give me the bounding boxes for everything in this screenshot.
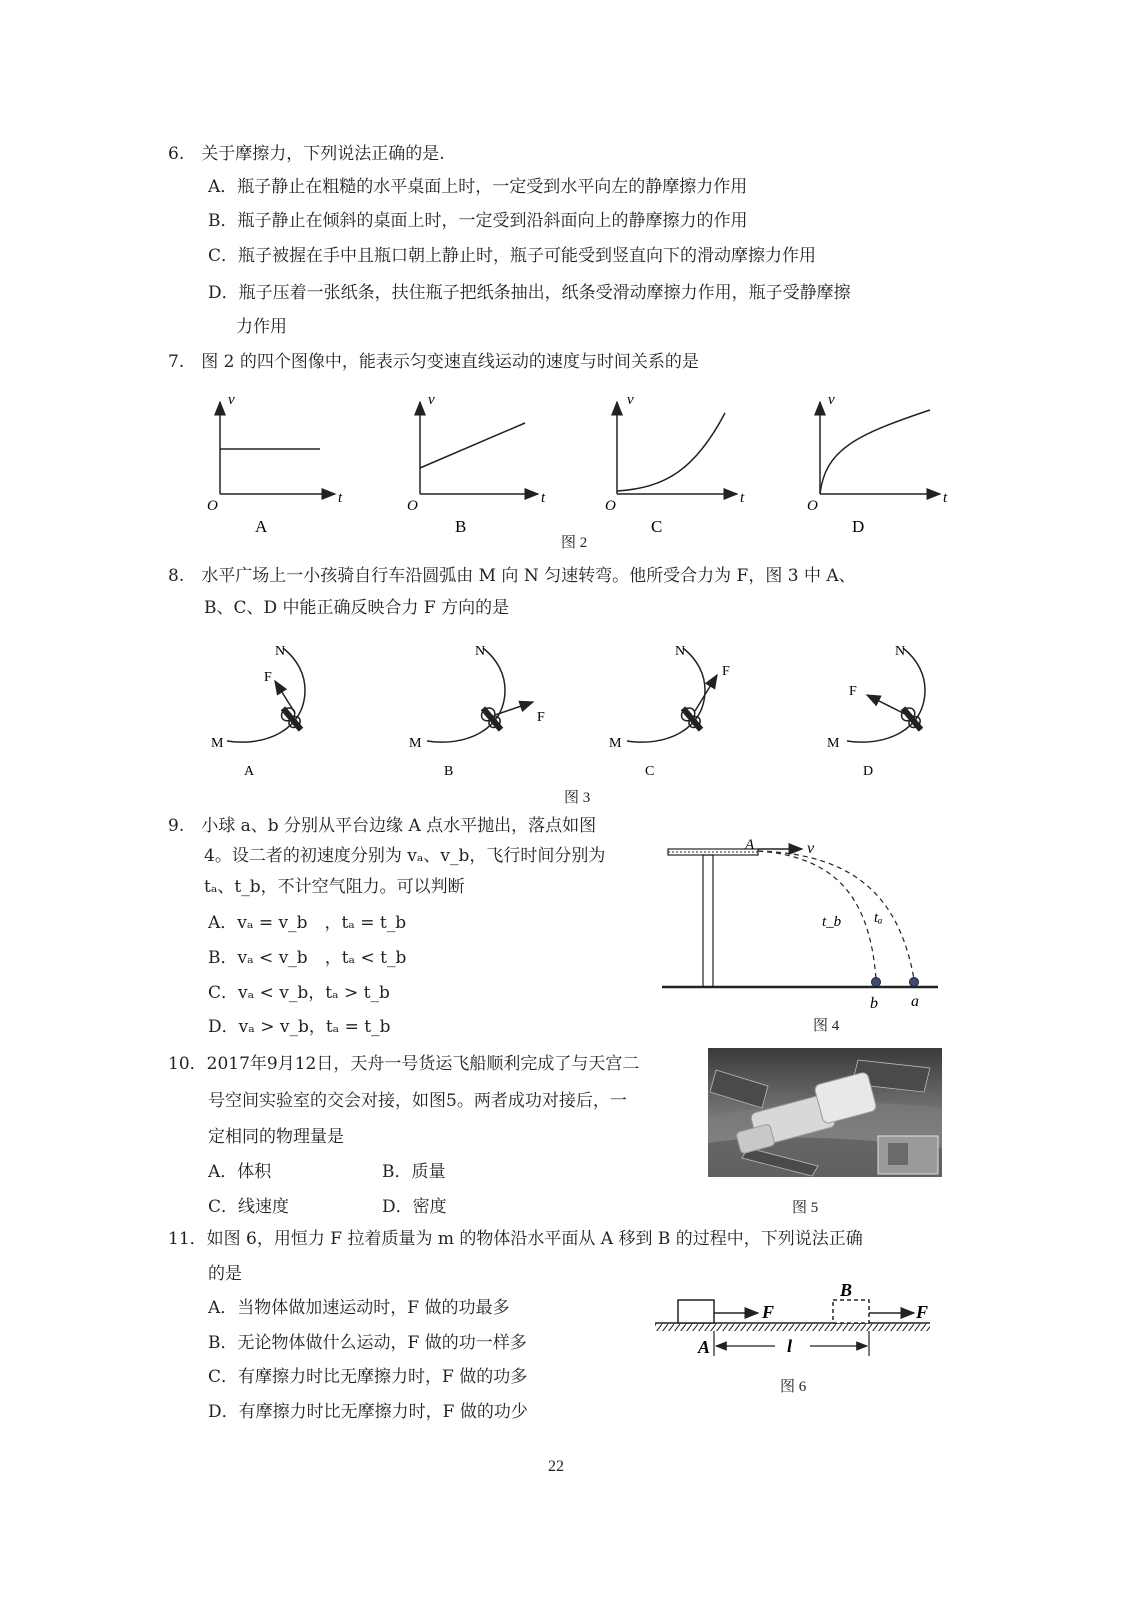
- axis-t-label: t: [338, 490, 343, 506]
- label-f: F: [722, 664, 730, 679]
- axis-v-label: v: [828, 392, 835, 408]
- q9-option-d: D．vₐ > v_b，tₐ = t_b: [208, 1017, 391, 1037]
- graph-d-label: D: [852, 517, 865, 536]
- graph-a-label: A: [255, 517, 268, 536]
- q11-option-b: B．无论物体做什么运动，F 做的功一样多: [208, 1333, 527, 1353]
- force-diagram-b: [409, 644, 545, 779]
- origin-label: O: [605, 498, 616, 514]
- q11-stem-cont: 的是: [208, 1264, 242, 1284]
- label-m: M: [409, 736, 422, 751]
- diagram-c-label: C: [645, 764, 655, 779]
- q6-option-b: B．瓶子静止在倾斜的桌面上时，一定受到沿斜面向上的静摩擦力的作用: [208, 211, 748, 231]
- label-m: M: [211, 736, 224, 751]
- q9-option-b: B．vₐ < v_b ，tₐ < t_b: [208, 948, 407, 968]
- force-diagram-d: [827, 644, 926, 779]
- figure-3-force-diagrams: [195, 635, 955, 785]
- point-b-label: B: [840, 1280, 853, 1300]
- ball-a: [910, 978, 919, 987]
- q7-stem: 7. 图 2 的四个图像中，能表示匀变速直线运动的速度与时间关系的是: [168, 352, 699, 372]
- q10-option-b: B．质量: [382, 1162, 446, 1182]
- force-label-b: F: [916, 1302, 929, 1322]
- force-label-a: F: [762, 1302, 775, 1322]
- vt-graph-b: [407, 392, 546, 536]
- q8-stem-cont: B、C、D 中能正确反映合力 F 方向的是: [204, 598, 510, 618]
- q11-stem: 11．如图 6，用恒力 F 拉着质量为 m 的物体沿水平面从 A 移到 B 的过程中，下列说法正确: [168, 1229, 863, 1249]
- q10-option-d: D．密度: [382, 1197, 447, 1217]
- q6-option-a: A．瓶子静止在粗糙的水平桌面上时，一定受到水平向左的静摩擦力作用: [208, 177, 748, 197]
- figure-4-caption: 图 4: [813, 1018, 840, 1034]
- graph-b-label: B: [455, 517, 467, 536]
- figure-6-force-displacement: [650, 1276, 940, 1371]
- label-f: F: [849, 684, 857, 699]
- axis-t-label: t: [943, 490, 948, 506]
- graph-b-line: [420, 423, 525, 468]
- diagram-b-label: B: [444, 764, 454, 779]
- label-f: F: [537, 710, 545, 725]
- force-diagram-c: [609, 644, 730, 779]
- axis-t-label: t: [740, 490, 745, 506]
- origin-label: O: [407, 498, 418, 514]
- q9-option-a: A．vₐ = v_b ，tₐ = t_b: [208, 913, 407, 933]
- label-n: N: [675, 644, 686, 659]
- q11-option-d: D．有摩擦力时比无摩擦力时，F 做的功少: [208, 1402, 528, 1422]
- graph-c-label: C: [651, 517, 663, 536]
- graph-d-curve: [820, 410, 930, 494]
- figure-3-caption: 图 3: [564, 790, 591, 806]
- q10-stem: 10．2017年9月12日，天舟一号货运飞船顺利完成了与天宫二: [168, 1054, 640, 1074]
- axis-t-label: t: [541, 490, 546, 506]
- vt-graph-d: [807, 392, 948, 536]
- diagram-a-label: A: [244, 764, 255, 779]
- figure-6-caption: 图 6: [780, 1379, 807, 1395]
- point-a-label: A: [698, 1337, 711, 1357]
- force-arrow: [867, 695, 907, 715]
- diagram-d-label: D: [863, 764, 874, 779]
- vt-graph-a: [207, 392, 343, 536]
- origin-label: O: [807, 498, 818, 514]
- vt-graph-c: [605, 392, 745, 536]
- q9-stem-cont2: tₐ、t_b，不计空气阻力。可以判断: [204, 877, 465, 897]
- block-b: [833, 1300, 869, 1323]
- force-arrow: [695, 675, 717, 711]
- q9-option-c: C．vₐ < v_b，tₐ > t_b: [208, 983, 390, 1003]
- q6-option-d: D．瓶子压着一张纸条，扶住瓶子把纸条抽出，纸条受滑动摩擦力作用，瓶子受静摩擦: [208, 283, 851, 303]
- label-m: M: [609, 736, 622, 751]
- force-diagram-a: [211, 644, 306, 779]
- velocity-label: v: [807, 840, 815, 857]
- ball-b: [872, 978, 881, 987]
- figure-5-spacecraft-photo: [708, 1048, 942, 1177]
- q10-option-c: C．线速度: [208, 1197, 290, 1217]
- q11-option-a: A．当物体做加速运动时，F 做的功最多: [208, 1298, 510, 1318]
- label-m: M: [827, 736, 840, 751]
- q10-stem-cont: 号空间实验室的交会对接，如图5。两者成功对接后，一: [208, 1091, 627, 1111]
- time-a-label: tₐ: [874, 910, 883, 926]
- graph-c-curve: [617, 413, 725, 491]
- figure-5-caption: 图 5: [792, 1200, 819, 1216]
- label-f: F: [264, 670, 272, 685]
- displacement-label: l: [787, 1336, 793, 1356]
- ball-a-label: a: [911, 993, 919, 1010]
- q10-stem-cont2: 定相同的物理量是: [208, 1127, 344, 1147]
- axis-v-label: v: [428, 392, 435, 408]
- page-number: 22: [548, 1458, 564, 1475]
- force-arrow: [495, 702, 533, 715]
- axis-v-label: v: [627, 392, 634, 408]
- label-n: N: [475, 644, 486, 659]
- q9-stem: 9. 小球 a、b 分别从平台边缘 A 点水平抛出，落点如图: [168, 816, 597, 836]
- figure-4-projectile: [660, 832, 945, 1022]
- q6-option-d-cont: 力作用: [236, 317, 287, 337]
- q6-option-c: C．瓶子被握在手中且瓶口朝上静止时，瓶子可能受到竖直向下的滑动摩擦力作用: [208, 246, 817, 266]
- q6-stem: 6. 关于摩擦力，下列说法正确的是.: [168, 144, 445, 164]
- trajectory-b: [758, 851, 876, 979]
- q8-stem: 8. 水平广场上一小孩骑自行车沿圆弧由 M 向 N 匀速转弯。他所受合力为 F，图 3 中 A、: [168, 566, 856, 586]
- q11-option-c: C．有摩擦力时比无摩擦力时，F 做的功多: [208, 1367, 528, 1387]
- point-a-label: A: [745, 837, 755, 853]
- label-n: N: [275, 644, 286, 659]
- block-a: [678, 1300, 714, 1323]
- axis-v-label: v: [228, 392, 235, 408]
- label-n: N: [895, 644, 906, 659]
- q9-stem-cont: 4。设二者的初速度分别为 vₐ、v_b，飞行时间分别为: [204, 846, 606, 866]
- q10-option-a: A．体积: [208, 1162, 272, 1182]
- origin-label: O: [207, 498, 218, 514]
- figure-2-caption: 图 2: [561, 535, 588, 551]
- time-b-label: t_b: [822, 914, 842, 930]
- ball-b-label: b: [870, 995, 878, 1012]
